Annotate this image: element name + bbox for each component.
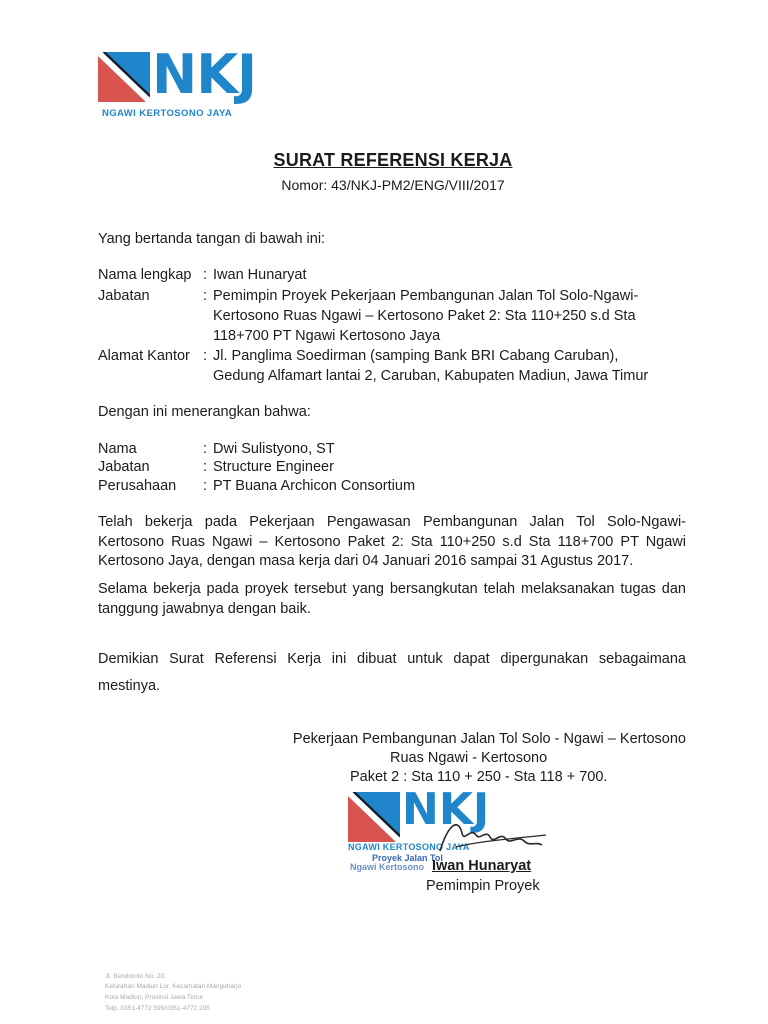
nkj-logo-mark-icon	[98, 52, 150, 102]
colon: :	[203, 478, 208, 494]
closing-line-3: Paket 2 : Sta 110 + 250 - Sta 118 + 700.	[350, 769, 608, 785]
signatory-position-line-2: Kertosono Ruas Ngawi – Kertosono Paket 2: Sta 110+250 s.d Sta	[213, 308, 636, 324]
signatory-address-line-1: Jl. Panglima Soedirman (samping Bank BRI Cabang Caruban),	[213, 348, 619, 364]
footer-line-1: Jl. Bendoroto No. 20,	[105, 973, 167, 980]
stamp-line-1: Proyek Jalan Tol	[372, 853, 443, 863]
signatory-address-label: Alamat Kantor	[98, 348, 190, 364]
employee-company-value: PT Buana Archicon Consortium	[213, 478, 416, 494]
signer-title: Pemimpin Proyek	[426, 878, 540, 894]
intro-text: Yang bertanda tangan di bawah ini:	[98, 231, 326, 247]
footer-line-3: Kota Madiun, Provinsi Jawa Timur	[105, 994, 204, 1001]
handwritten-signature	[400, 805, 550, 865]
stamp-letters: NKJ	[402, 784, 490, 835]
stamp-line-2: Ngawi Kertosono	[350, 862, 425, 872]
company-logo	[98, 43, 258, 123]
colon: :	[203, 348, 208, 364]
employee-company-label: Perusahaan	[98, 478, 177, 494]
paragraph-work-period: Telah bekerja pada Pekerjaan Pengawasan Pembangunan Jalan Tol Solo-Ngawi-Kertosono Ruas Ngawi – Kertosono Paket 2: Sta 110+250 s.d Sta 118+700 PT Ngawi Kertosono Jaya, dengan masa kerja dari 04 Januari 2016 sampai 31 Agustus 2017.	[98, 514, 686, 569]
signatory-address-line-2: Gedung Alfamart lantai 2, Caruban, Kabupaten Madiun, Jawa Timur	[213, 368, 649, 384]
paragraph-closing: Demikian Surat Referensi Kerja ini dibuat untuk dapat dipergunakan sebagaimana mestinya.	[98, 651, 686, 694]
signer-name: Iwan Hunaryat	[432, 858, 532, 874]
employee-position-label: Jabatan	[98, 459, 150, 475]
letter-title: SURAT REFERENSI KERJA	[273, 150, 513, 170]
signatory-name-label: Nama lengkap	[98, 267, 192, 283]
employee-position-value: Structure Engineer	[213, 459, 334, 475]
signatory-position-label: Jabatan	[98, 288, 150, 304]
colon: :	[203, 288, 208, 304]
closing-line-2: Ruas Ngawi - Kertosono	[390, 750, 548, 766]
footer-line-4: Telp. 0351-4772 595/0351-4772 205	[105, 1005, 210, 1012]
statement-text: Dengan ini menerangkan bahwa:	[98, 404, 311, 420]
colon: :	[203, 267, 208, 283]
signatory-name-value: Iwan Hunaryat	[213, 267, 307, 283]
paragraph-performance: Selama bekerja pada proyek tersebut yang bersangkutan telah melaksanakan tugas dan tanggung jawabnya dengan baik.	[98, 581, 686, 617]
closing-line-1: Pekerjaan Pembangunan Jalan Tol Solo - Ngawi – Kertosono	[292, 731, 686, 747]
footer-line-2: Kelurahan Madiun Lor, Kecamatan Manguharjo	[105, 983, 242, 990]
logo-subtitle: NGAWI KERTOSONO JAYA	[102, 108, 233, 119]
stamp-subtitle: NGAWI KERTOSONO JAYA	[348, 842, 470, 852]
logo-letters: NKJ	[152, 43, 257, 106]
letter-number: Nomor: 43/NKJ-PM2/ENG/VIII/2017	[281, 177, 505, 193]
stamp-logo-mark-icon	[348, 792, 400, 842]
colon: :	[203, 459, 208, 475]
signatory-position-line-3: 118+700 PT Ngawi Kertosono Jaya	[213, 328, 441, 344]
colon: :	[203, 441, 208, 457]
employee-name-label: Nama	[98, 441, 137, 457]
signatory-position-line-1: Pemimpin Proyek Pekerjaan Pembangunan Jalan Tol Solo-Ngawi-	[213, 288, 639, 304]
employee-name-value: Dwi Sulistyono, ST	[213, 441, 335, 457]
